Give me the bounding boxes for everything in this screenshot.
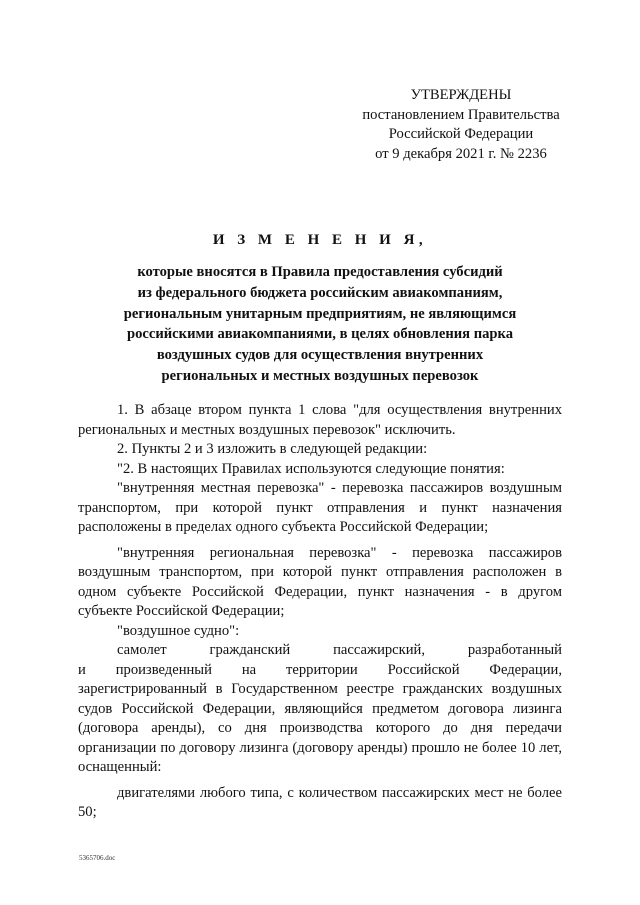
subtitle-line: воздушных судов для осуществления внутренних <box>156 347 484 364</box>
subtitle-line: которые вносятся в Правила предоставления субсидий <box>137 264 503 280</box>
subtitle-line: из федерального бюджета российским авиакомпаниям, <box>137 284 503 301</box>
approval-line: Российской Федерации <box>388 126 534 142</box>
paragraph: "воздушное судно": <box>117 622 240 639</box>
paragraph: "2. В настоящих Правилах используются следующие понятия: <box>117 460 505 477</box>
approval-title: УТВЕРЖДЕНЫ <box>410 87 512 103</box>
paragraph: двигателями любого типа, с количеством пассажирских мест не более 50; <box>78 784 562 820</box>
paragraph: 1. В абзаце втором пункта 1 слова "для осуществления внутренних региональных и местных воздушных перевозок" исключить. <box>78 402 562 438</box>
paragraph: зарегистрированный в Государственном реестре гражданских воздушных судов Российской Федерации, являющийся предметом договора лизинга (договора аренды), со дня производства которого до дня передачи организации по договору лизинга (договору аренды) прошло не более 10 лет, оснащенный: <box>78 681 562 775</box>
subtitle-line: региональным унитарным предприятиям, не являющимся <box>123 305 517 322</box>
paragraph-line: самолет гражданский пассажирский, разработанный <box>117 642 562 658</box>
document-body <box>78 401 562 823</box>
subtitle-line: региональных и местных воздушных перевозок <box>161 367 479 384</box>
paragraph-line: и произведенный на территории Российской Федерации, <box>78 661 562 678</box>
approval-date-number: от 9 декабря 2021 г. № 2236 <box>375 145 547 162</box>
paragraph: "внутренняя региональная перевозка" - перевозка пассажиров воздушным транспортом, при которой пункт отправления расположен в одном субъекте Российской Федерации, пункт назначения - в другом субъекте Российской Федерации; <box>78 544 562 619</box>
paragraph: 2. Пункты 2 и 3 изложить в следующей редакции: <box>117 441 428 457</box>
document-title: И З М Е Н Е Н И Я, <box>212 232 428 248</box>
subtitle-line: российскими авиакомпаниями, в целях обновления парка <box>127 326 513 343</box>
document-subtitle <box>0 262 640 387</box>
file-name-footer: 5365706.doc <box>79 854 116 862</box>
approval-block <box>330 86 592 164</box>
paragraph: "внутренняя местная перевозка" - перевозка пассажиров воздушным транспортом, при которой пункт отправления и пункт назначения расположены в пределах одного субъекта Российской Федерации; <box>78 480 562 535</box>
approval-line: постановлением Правительства <box>362 106 560 123</box>
